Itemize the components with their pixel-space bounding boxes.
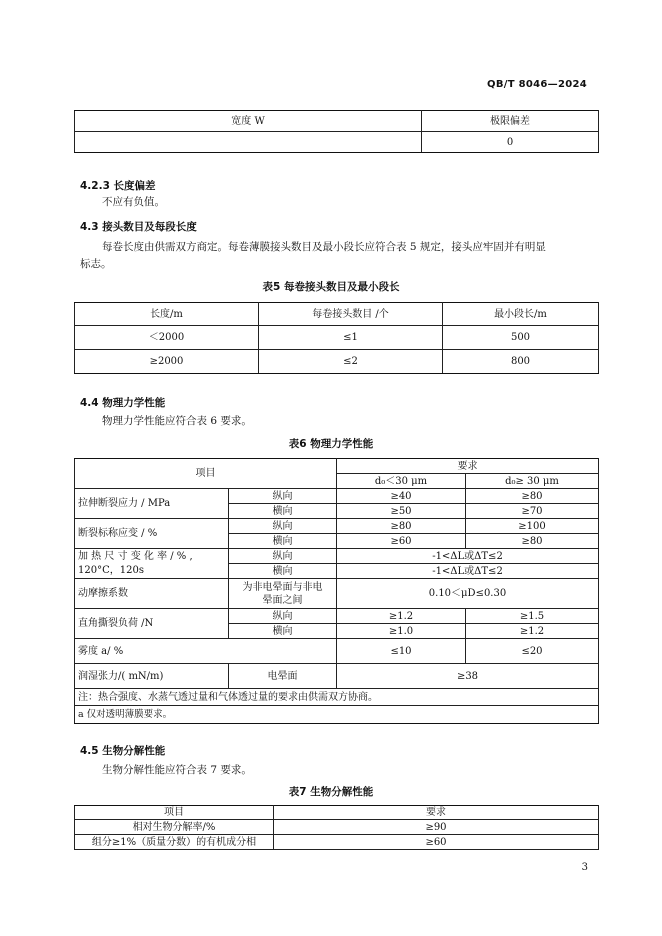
table-cell: 0	[422, 132, 599, 153]
table6-note: 注：热合强度、水蒸气透过量和气体透过量的要求由供需双方协商。	[75, 689, 599, 706]
table-cell: 纵向	[229, 489, 337, 504]
table6	[74, 458, 599, 724]
table-cell: 相对生物分解率/%	[75, 820, 274, 835]
table-cell: ＜2000	[75, 326, 259, 350]
table-cell: ≥1.2	[337, 609, 466, 624]
table-header: 长度/m	[75, 303, 259, 326]
table-cell: ≤2	[259, 350, 443, 374]
continuation-table	[74, 110, 599, 153]
table-cell: 纵向	[229, 519, 337, 534]
table-cell: ≥60	[274, 835, 599, 850]
table-cell: ≥2000	[75, 350, 259, 374]
table-row	[75, 820, 599, 835]
table-cell: 800	[443, 350, 599, 374]
table-cell: ≤20	[466, 639, 599, 664]
table-cell: 电晕面	[229, 664, 337, 689]
elongation-label: 断裂标称应变 / %	[75, 519, 229, 549]
table7	[74, 805, 599, 850]
table6-caption: 表6 物理力学性能	[288, 438, 374, 450]
table-cell: ≥40	[337, 489, 466, 504]
table-row	[75, 664, 599, 689]
tensile-stress-label: 拉伸断裂应力 / MPa	[75, 489, 229, 519]
table-cell: 0.10＜μD≤0.30	[337, 579, 599, 609]
friction-label: 动摩擦系数	[75, 579, 229, 609]
table-cell: 纵向	[229, 549, 337, 564]
table-header: 最小段长/m	[443, 303, 599, 326]
table-cell: ≥60	[337, 534, 466, 549]
heat-shrink-label	[75, 549, 229, 579]
page-number: 3	[581, 862, 588, 873]
paragraph: 物理力学性能应符合表 6 要求。	[102, 415, 252, 427]
requirement-header: 要求	[337, 459, 599, 474]
width-header: 宽度 W	[75, 111, 422, 132]
table-cell: ≥70	[466, 504, 599, 519]
table-cell: ≤1	[259, 326, 443, 350]
section-heading-4-4: 4.4 物理力学性能	[80, 397, 166, 409]
haze-label: 雾度 a/ %	[75, 639, 337, 664]
thick-film-header: d₀≥ 30 μm	[466, 474, 599, 489]
item-header: 项目	[75, 459, 337, 489]
table-cell: ≥80	[337, 519, 466, 534]
table-cell: 横向	[229, 624, 337, 639]
table-row	[75, 350, 599, 374]
tear-load-label: 直角撕裂负荷 /N	[75, 609, 229, 639]
table-cell: 横向	[229, 504, 337, 519]
table5	[74, 302, 599, 374]
table-cell: ≥1.2	[466, 624, 599, 639]
paragraph: 生物分解性能应符合表 7 要求。	[102, 764, 252, 776]
table6-footnote: a 仅对透明薄膜要求。	[75, 706, 599, 724]
table7-caption: 表7 生物分解性能	[288, 786, 374, 798]
table-row	[75, 835, 599, 850]
paragraph: 标志。	[80, 258, 112, 270]
table-row	[75, 579, 599, 609]
friction-condition-line1: 为非电晕面与非电	[242, 581, 323, 593]
table-row	[75, 519, 599, 534]
table-cell: -1<ΔL或ΔT≤2	[337, 549, 599, 564]
table-cell: ≥50	[337, 504, 466, 519]
table-cell: 500	[443, 326, 599, 350]
table-row	[75, 609, 599, 624]
friction-condition-line2: 晕面之间	[262, 594, 303, 606]
wetting-tension-label: 润湿张力/( mN/m)	[75, 664, 229, 689]
table-header: 要求	[274, 806, 599, 820]
section-heading-4-5: 4.5 生物分解性能	[80, 745, 166, 757]
standard-number: QB/T 8046—2024	[487, 79, 587, 90]
table-cell: 横向	[229, 564, 337, 579]
table-cell: ≥38	[337, 664, 599, 689]
heat-shrink-label-line1: 加 热 尺 寸 变 化 率 / % ,	[78, 550, 193, 562]
table-row	[75, 639, 599, 664]
table5-caption: 表5 每卷接头数目及最小段长	[262, 281, 400, 293]
paragraph: 不应有负值。	[102, 196, 165, 208]
table-cell: -1<ΔL或ΔT≤2	[337, 564, 599, 579]
table-cell: ≥80	[466, 489, 599, 504]
paragraph: 每卷长度由供需双方商定。每卷薄膜接头数目及最小段长应符合表 5 规定，接头应牢固并有明显	[102, 241, 546, 253]
table-row	[75, 549, 599, 564]
table-cell: ≤10	[337, 639, 466, 664]
table-cell: ≥1.5	[466, 609, 599, 624]
table-cell: ≥1.0	[337, 624, 466, 639]
table-cell: ≥80	[466, 534, 599, 549]
table-cell: ≥100	[466, 519, 599, 534]
thin-film-header: d₀＜30 μm	[337, 474, 466, 489]
deviation-header: 极限偏差	[422, 111, 599, 132]
table-row	[75, 326, 599, 350]
friction-condition	[229, 579, 337, 609]
table-cell: 组分≥1%（质量分数）的有机成分相	[75, 835, 274, 850]
heat-shrink-label-line2: 120°C，120s	[78, 564, 144, 576]
table-row	[75, 489, 599, 504]
section-heading-4-2-3: 4.2.3 长度偏差	[80, 180, 156, 192]
table-cell	[75, 132, 422, 153]
table-header: 项目	[75, 806, 274, 820]
table-header: 每卷接头数目 /个	[259, 303, 443, 326]
table-cell: 纵向	[229, 609, 337, 624]
section-heading-4-3: 4.3 接头数目及每段长度	[80, 221, 197, 233]
table-cell: ≥90	[274, 820, 599, 835]
table-cell: 横向	[229, 534, 337, 549]
